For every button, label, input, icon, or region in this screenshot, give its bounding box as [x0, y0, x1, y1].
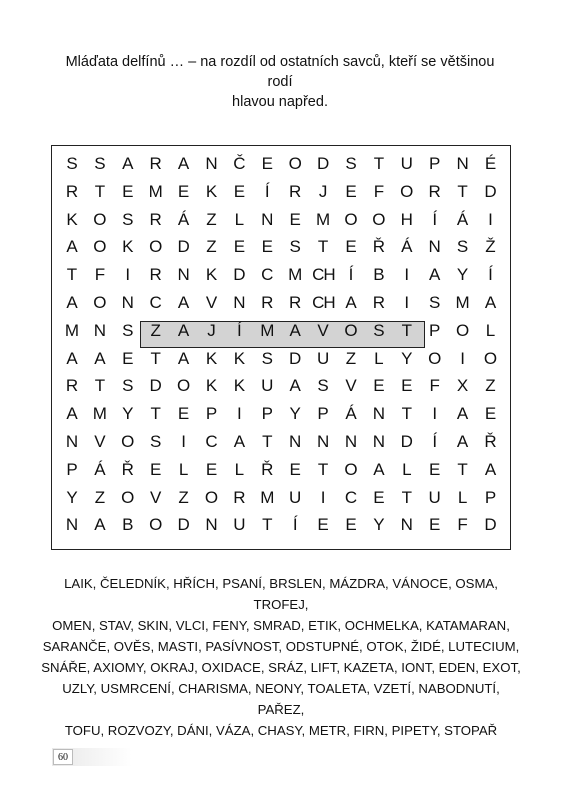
word-list-line: SNÁŘE, AXIOMY, OKRAJ, OXIDACE, SRÁZ, LIFT, KAZETA, IONT, EDEN, EXOT, — [41, 660, 521, 675]
grid-letter: N — [316, 431, 330, 451]
puzzle-prompt — [60, 52, 500, 112]
grid-letter: O — [93, 209, 107, 229]
grid-letter: Y — [289, 404, 301, 424]
grid-letter: S — [289, 237, 301, 257]
grid-letter: T — [262, 515, 273, 535]
grid-letter: T — [150, 348, 161, 368]
grid-letter: O — [121, 487, 135, 507]
grid-letter: N — [205, 154, 218, 173]
grid-letter: O — [149, 237, 163, 257]
grid-letter: Í — [264, 181, 270, 201]
grid-letter: S — [261, 348, 273, 368]
grid-letter: V — [205, 292, 218, 312]
grid-letter: L — [457, 487, 468, 507]
grid-letter: Ř — [484, 431, 497, 451]
grid-letter: N — [289, 431, 302, 451]
grid-letter: O — [344, 209, 358, 229]
grid-letter: A — [66, 237, 78, 257]
grid-letter: N — [121, 292, 134, 312]
word-list-line: TOFU, ROZVOZY, DÁNI, VÁZA, CHASY, METR, FIRN, PIPETY, STOPAŘ — [64, 723, 498, 738]
grid-letter: M — [64, 320, 80, 340]
grid-letter: O — [455, 320, 470, 340]
grid-letter: N — [400, 515, 413, 535]
grid-letter: A — [177, 292, 190, 312]
grid-letter: O — [93, 237, 107, 257]
grid-letter: I — [320, 487, 326, 507]
grid-row — [61, 372, 503, 400]
grid-letter: R — [149, 265, 162, 285]
grid-letter: A — [177, 320, 190, 340]
grid-letter: A — [289, 376, 301, 396]
grid-letter: E — [122, 181, 134, 201]
grid-letter: U — [289, 487, 302, 507]
grid-letter: E — [122, 348, 134, 368]
grid-letter: Z — [178, 487, 189, 507]
grid-letter: I — [237, 404, 242, 424]
grid-letter: R — [233, 487, 246, 507]
grid-letter: F — [429, 376, 440, 396]
grid-letter: F — [457, 515, 468, 535]
grid-letter: E — [261, 154, 273, 173]
grid-letter: C — [205, 431, 218, 451]
grid-letter: K — [233, 348, 246, 368]
grid-letter: Y — [456, 265, 469, 285]
grid-letter: I — [404, 265, 410, 285]
grid-letter: Y — [401, 348, 413, 368]
grid-letter: F — [373, 181, 385, 201]
grid-letter: O — [344, 320, 358, 340]
grid-letter: C — [344, 487, 358, 507]
grid-letter: S — [456, 237, 469, 257]
grid-letter: A — [233, 431, 246, 451]
grid-letter: D — [484, 181, 497, 201]
grid-letter: T — [457, 459, 468, 479]
grid-row — [61, 233, 503, 261]
grid-letter: T — [457, 181, 468, 201]
grid-letter: Í — [488, 265, 493, 285]
grid-letter: R — [289, 292, 302, 312]
grid-letter: D — [177, 515, 190, 535]
grid-letter: E — [373, 376, 385, 396]
grid-letter: U — [261, 376, 274, 396]
grid-letter: T — [262, 431, 273, 451]
grid-letter: A — [66, 404, 78, 424]
grid-letter: L — [402, 459, 412, 479]
grid-letter: A — [373, 459, 385, 479]
grid-letter: R — [149, 154, 162, 173]
grid-row — [61, 206, 503, 234]
grid-letter: S — [66, 154, 78, 173]
grid-letter: M — [260, 320, 275, 340]
grid-row — [61, 150, 503, 178]
grid-letter: V — [150, 487, 162, 507]
grid-letter: S — [94, 154, 106, 173]
grid-letter: Y — [122, 404, 134, 424]
grid-letter: V — [317, 320, 329, 340]
grid-letter: D — [177, 237, 190, 257]
grid-letter: N — [428, 237, 441, 257]
grid-letter: Á — [177, 209, 190, 229]
grid-letter: T — [401, 487, 412, 507]
grid-row — [61, 261, 503, 289]
grid-letter: D — [149, 376, 162, 396]
grid-letter: S — [429, 292, 441, 312]
grid-letter: M — [316, 209, 331, 229]
grid-letter: D — [484, 515, 497, 535]
grid-letter: M — [92, 404, 107, 424]
grid-letter: L — [178, 459, 189, 479]
grid-letter: O — [204, 487, 219, 507]
grid-letter: V — [345, 376, 357, 396]
grid-letter: A — [345, 292, 357, 312]
grid-letter: A — [94, 348, 106, 368]
grid-letter: T — [94, 376, 106, 396]
grid-letter: CH — [312, 265, 335, 285]
grid-letter: S — [122, 376, 134, 396]
grid-letter: X — [456, 376, 469, 396]
grid-letter: I — [181, 431, 186, 451]
grid-letter: K — [122, 237, 134, 257]
grid-letter: K — [205, 376, 218, 396]
grid-letter: E — [150, 459, 162, 479]
grid-letter: K — [66, 209, 78, 229]
grid-letter: N — [372, 404, 386, 424]
grid-letter: É — [484, 154, 497, 173]
grid-letter: A — [66, 348, 78, 368]
grid-letter: C — [261, 265, 274, 285]
grid-letter: N — [344, 431, 358, 451]
grid-letter: T — [317, 237, 329, 257]
grid-letter: P — [261, 404, 273, 424]
grid-letter: A — [429, 265, 441, 285]
grid-letter: E — [345, 515, 357, 535]
word-list — [40, 573, 522, 741]
grid-letter: O — [176, 376, 191, 396]
grid-row — [61, 511, 503, 539]
grid-letter: E — [345, 237, 357, 257]
grid-letter: E — [484, 404, 497, 424]
grid-letter: N — [261, 209, 274, 229]
grid-letter: I — [432, 404, 438, 424]
grid-letter: Í — [237, 320, 242, 340]
grid-letter: Y — [66, 487, 78, 507]
grid-letter: Í — [292, 515, 298, 535]
grid-letter: A — [122, 154, 134, 173]
grid-letter: J — [207, 320, 216, 340]
grid-letter: Í — [348, 265, 354, 285]
grid-row — [61, 178, 503, 206]
grid-letter: S — [150, 431, 162, 451]
grid-letter: N — [233, 292, 246, 312]
grid-letter: O — [428, 348, 442, 368]
grid-letter: D — [316, 154, 330, 173]
grid-letter: U — [400, 154, 413, 173]
grid-letter: P — [317, 404, 329, 424]
grid-letter: M — [260, 487, 275, 507]
grid-letter: K — [205, 348, 218, 368]
letter-grid — [61, 150, 503, 540]
word-list-line: OMEN, STAV, SKIN, VLCI, FENY, SMRAD, ETIK, OCHMELKA, KATAMARAN, — [52, 618, 510, 633]
grid-letter: R — [289, 181, 302, 201]
grid-letter: L — [485, 320, 496, 340]
grid-letter: S — [122, 320, 134, 340]
grid-letter: A — [289, 320, 301, 340]
grid-letter: M — [455, 292, 470, 312]
grid-row — [61, 456, 503, 484]
grid-letter: F — [94, 265, 106, 285]
grid-letter: R — [65, 181, 79, 201]
grid-letter: B — [373, 265, 385, 285]
grid-letter: N — [65, 515, 79, 535]
word-list-line: UZLY, USMRCENÍ, CHARISMA, NEONY, TOALETA, VZETÍ, NABODNUTÍ, PAŘEZ, — [62, 681, 500, 717]
grid-letter: H — [400, 209, 413, 229]
grid-row — [61, 400, 503, 428]
word-list-line: LAIK, ČELEDNÍK, HŘÍCH, PSANÍ, BRSLEN, MÁZDRA, VÁNOCE, OSMA, TROFEJ, — [64, 576, 498, 612]
grid-letter: A — [177, 154, 190, 173]
grid-letter: T — [66, 265, 78, 285]
grid-letter: N — [205, 515, 218, 535]
grid-letter: S — [373, 320, 385, 340]
grid-letter: T — [401, 404, 412, 424]
grid-letter: I — [488, 209, 493, 229]
grid-letter: P — [66, 459, 78, 479]
grid-letter: O — [121, 431, 135, 451]
grid-letter: E — [401, 376, 413, 396]
grid-letter: E — [289, 459, 301, 479]
grid-letter: Í — [432, 209, 438, 229]
grid-letter: E — [289, 209, 301, 229]
grid-letter: Z — [206, 237, 217, 257]
grid-letter: A — [456, 404, 469, 424]
grid-letter: O — [344, 459, 358, 479]
grid-letter: A — [456, 431, 469, 451]
grid-letter: E — [317, 515, 329, 535]
grid-letter: N — [65, 431, 79, 451]
grid-letter: R — [428, 181, 441, 201]
grid-letter: L — [234, 209, 245, 229]
grid-letter: CH — [312, 292, 335, 312]
grid-letter: Ř — [121, 459, 134, 479]
grid-letter: Ž — [485, 237, 496, 257]
grid-letter: E — [261, 237, 273, 257]
grid-letter: D — [400, 431, 413, 451]
word-list-line: SARANČE, OVĚS, MASTI, PASÍVNOST, ODSTUPNÉ, OTOK, ŽIDÉ, LUTECIUM, — [42, 639, 520, 654]
grid-letter: O — [372, 209, 386, 229]
grid-letter: N — [456, 154, 469, 173]
grid-letter: K — [233, 376, 246, 396]
grid-letter: L — [374, 348, 384, 368]
grid-letter: A — [66, 292, 78, 312]
grid-letter: S — [345, 154, 357, 173]
grid-letter: E — [429, 515, 441, 535]
grid-letter: T — [401, 320, 412, 340]
grid-row — [61, 317, 503, 345]
grid-letter: A — [177, 348, 190, 368]
grid-letter: Í — [432, 431, 438, 451]
grid-letter: Ř — [261, 459, 274, 479]
grid-letter: E — [345, 181, 357, 201]
grid-letter: I — [460, 348, 465, 368]
grid-letter: E — [205, 459, 218, 479]
grid-letter: R — [261, 292, 274, 312]
grid-letter: D — [289, 348, 302, 368]
grid-letter: R — [372, 292, 386, 312]
grid-letter: S — [317, 376, 329, 396]
grid-letter: D — [233, 265, 246, 285]
grid-letter: U — [428, 487, 441, 507]
grid-letter: E — [233, 237, 246, 257]
grid-letter: R — [149, 209, 162, 229]
grid-letter: V — [94, 431, 106, 451]
grid-letter: E — [177, 404, 190, 424]
grid-letter: E — [429, 459, 441, 479]
grid-row — [61, 289, 503, 317]
grid-letter: I — [404, 292, 410, 312]
grid-row — [61, 484, 503, 512]
page-number: 60 — [53, 749, 73, 765]
grid-letter: O — [483, 348, 498, 368]
grid-letter: Z — [94, 487, 106, 507]
grid-letter: Á — [456, 209, 469, 229]
grid-letter: M — [288, 265, 303, 285]
grid-letter: N — [177, 265, 190, 285]
grid-letter: Z — [206, 209, 217, 229]
grid-letter: Z — [150, 320, 161, 340]
grid-letter: A — [484, 292, 497, 312]
grid-letter: P — [484, 487, 497, 507]
prompt-line-1: Mláďata delfínů … – na rozdíl od ostatních savců, kteří se většinou rodí — [65, 54, 495, 90]
grid-letter: Y — [373, 515, 385, 535]
grid-letter: Á — [345, 404, 357, 424]
grid-letter: Z — [345, 348, 357, 368]
grid-letter: O — [93, 292, 107, 312]
grid-letter: R — [65, 376, 79, 396]
grid-letter: K — [205, 265, 218, 285]
grid-letter: Č — [233, 154, 246, 173]
grid-letter: P — [205, 404, 218, 424]
grid-letter: Á — [401, 237, 413, 257]
grid-letter: A — [484, 459, 497, 479]
grid-letter: S — [122, 209, 134, 229]
grid-row — [61, 345, 503, 373]
grid-letter: J — [318, 181, 328, 201]
grid-letter: T — [317, 459, 329, 479]
prompt-line-2: hlavou napřed. — [232, 94, 328, 110]
grid-letter: Z — [485, 376, 496, 396]
grid-row — [61, 428, 503, 456]
grid-letter: M — [148, 181, 163, 201]
grid-letter: N — [372, 431, 386, 451]
grid-letter: Ř — [372, 237, 386, 257]
grid-letter: C — [149, 292, 162, 312]
grid-letter: O — [149, 515, 163, 535]
grid-letter: L — [234, 459, 245, 479]
grid-letter: A — [94, 515, 106, 535]
grid-letter: P — [429, 154, 441, 173]
grid-letter: T — [94, 181, 106, 201]
grid-letter: N — [93, 320, 107, 340]
grid-letter: O — [288, 154, 302, 173]
grid-letter: U — [316, 348, 330, 368]
grid-letter: P — [429, 320, 441, 340]
grid-letter: U — [233, 515, 246, 535]
grid-letter: T — [373, 154, 385, 173]
grid-letter: B — [122, 515, 134, 535]
grid-letter: E — [373, 487, 385, 507]
grid-letter: K — [205, 181, 218, 201]
grid-letter: Á — [94, 459, 106, 479]
grid-letter: I — [125, 265, 131, 285]
grid-letter: T — [150, 404, 161, 424]
grid-letter: E — [177, 181, 190, 201]
grid-letter: E — [233, 181, 246, 201]
grid-letter: O — [400, 181, 414, 201]
